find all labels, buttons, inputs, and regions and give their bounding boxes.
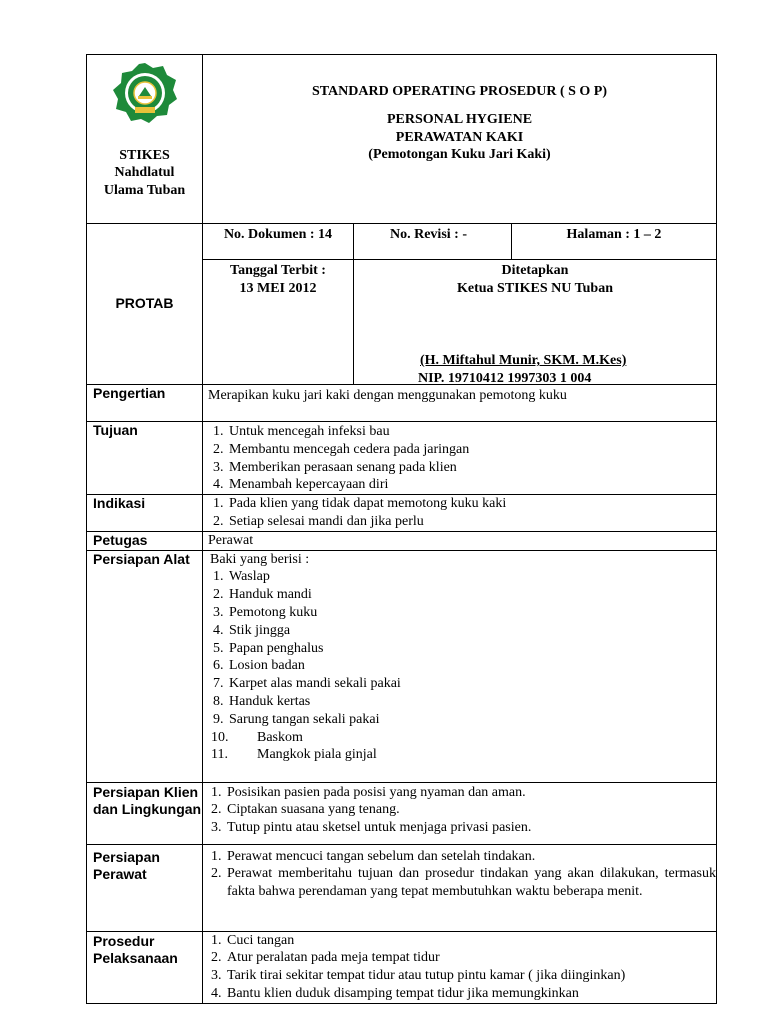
list-item: 2. Perawat memberitahu tujuan dan prosedur tindakan yang akan dilakukan, termasuk fakta bahwa perendaman yang tepat membutuhkan waktu beberapa menit. [225,865,716,901]
signatory-name: (H. Miftahul Munir, SKM. M.Kes) [420,353,627,368]
title-cell [203,55,717,224]
revision-number: No. Revisi : - [354,224,512,260]
issue-label: Tanggal Terbit : [230,263,326,278]
list-item: 2. Handuk mandi [227,586,716,604]
persiapan-perawat-cell [203,844,717,931]
indikasi-cell [203,495,717,532]
list-item: 3. Tutup pintu atau sketsel untuk menjaga privasi pasien. [225,819,716,837]
label-tujuan: Tujuan [87,422,203,495]
list-item: 3. Pemotong kuku [227,604,716,622]
subject-line1: PERSONAL HYGIENE [386,111,533,127]
list-item: 8. Handuk kertas [227,693,716,711]
list-item: 4. Stik jingga [227,622,716,640]
list-item: 1. Pada klien yang tidak dapat memotong kuku kaki [227,495,716,513]
subject-line2: PERAWATAN KAKI [395,129,524,145]
list-item [203,729,716,747]
label-pengertian: Pengertian [87,385,203,422]
label-line: Persiapan [93,848,160,865]
label-petugas: Petugas [87,531,203,550]
list-item: 3. Tarik tirai sekitar tempat tidur atau tutup pintu kamar ( jika diinginkan) [225,967,716,985]
institution-cell [87,55,203,224]
issue-date-cell [203,260,354,385]
label-line: dan Lingkungan [93,801,202,818]
protab-label: PROTAB [115,294,174,311]
persiapan-alat-cell [203,550,717,782]
list-number: 11. [211,747,228,763]
list-text: Baskom [257,729,303,745]
list-item: 3. Memberikan perasaan senang pada klien [227,459,716,477]
petugas-text: Perawat [203,531,717,550]
label-indikasi: Indikasi [87,495,203,532]
list-item: 4. Bantu klien duduk disamping tempat tidur jika memungkinkan [225,985,716,1003]
list-item: 2. Ciptakan suasana yang tenang. [225,801,716,819]
list-item: 9. Sarung tangan sekali pakai [227,711,716,729]
list-item: 6. Losion badan [227,657,716,675]
list-text: Mangkok piala ginjal [257,747,377,763]
pengertian-text: Merapikan kuku jari kaki dengan menggunakan pemotong kuku [203,385,717,422]
tujuan-cell [203,422,717,495]
list-item: 1. Untuk mencegah infeksi bau [227,423,716,441]
label-line: Perawat [93,866,147,883]
established-by: Ketua STIKES NU Tuban [456,280,614,296]
list-item [203,746,716,764]
list-item: 2. Setiap selesai mandi dan jika perlu [227,513,716,531]
institution-line1: STIKES [119,147,170,163]
institution-line3: Ulama Tuban [103,182,186,198]
label-prosedur [87,931,203,1003]
sop-title: STANDARD OPERATING PROSEDUR ( S O P) [311,84,608,99]
label-line: Pelaksanaan [93,950,178,967]
page-number: Halaman : 1 – 2 [512,224,717,260]
stikes-nu-logo [109,61,181,125]
label-persiapan-alat: Persiapan Alat [87,550,203,782]
list-item: 4. Menambah kepercayaan diri [227,476,716,494]
label-line: Prosedur [93,932,155,949]
label-persiapan-perawat [87,844,203,931]
persiapan-klien-cell [203,782,717,844]
established-cell [354,260,717,385]
issue-date: 13 MEI 2012 [239,280,317,296]
list-number: 10. [211,729,229,745]
subject-line3: (Pemotongan Kuku Jari Kaki) [368,147,551,163]
list-item: 1. Perawat mencuci tangan sebelum dan setelah tindakan. [225,848,716,866]
list-item: 2. Membantu mencegah cedera pada jaringan [227,441,716,459]
doc-number: No. Dokumen : 14 [203,224,354,260]
signatory-nip: NIP. 19710412 1997303 1 004 [418,370,592,386]
institution-line2: Nahdlatul [114,165,175,181]
list-item: 1. Waslap [227,568,716,586]
list-item: 1. Posisikan pasien pada posisi yang nyaman dan aman. [225,784,716,802]
persiapan-alat-intro: Baki yang berisi : [210,551,310,567]
protab-cell [87,224,203,385]
list-item: 2. Atur peralatan pada meja tempat tidur [225,949,716,967]
prosedur-cell [203,931,717,1003]
list-item: 7. Karpet alas mandi sekali pakai [227,675,716,693]
label-persiapan-klien [87,782,203,844]
label-line: Persiapan Klien [93,783,199,800]
established-label: Ditetapkan [501,263,569,278]
sop-document-table [86,54,717,1004]
list-item: 1. Cuci tangan [225,932,716,950]
list-item: 5. Papan penghalus [227,640,716,658]
